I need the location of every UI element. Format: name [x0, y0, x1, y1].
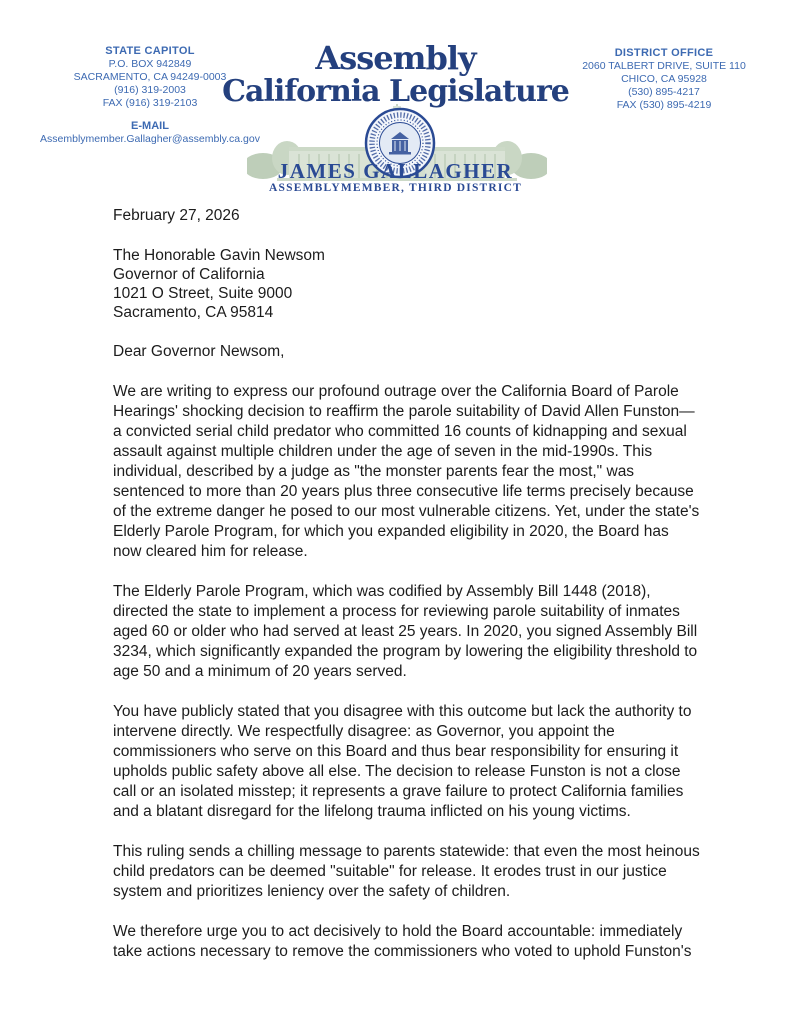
recipient-line: The Honorable Gavin Newsom	[113, 247, 325, 264]
state-capitol-title: STATE CAPITOL	[105, 45, 195, 57]
body-paragraph: We are writing to express our profound outrage over the California Board of Parole Hearings' shocking decision to reaffirm the parole suitability of David Allen Funston—a convicted serial child predator who committed 16 counts of kidnapping and sexual assault against multiple children under the age of seven in the mid-1990s. This individual, described by a judge as "the monster parents fear the most," was sentenced to more than 20 years plus three consecutive life terms precisely because of the extreme danger he posed to our most vulnerable citizens. Yet, under the state's Elderly Parole Program, for which you expanded eligibility in 2020, the Board has now cleared him for release.	[113, 383, 700, 560]
letter-date: February 27, 2026	[113, 207, 240, 224]
org-name-line2: California Legislature	[222, 74, 569, 109]
body-paragraph: You have publicly stated that you disagree with this outcome but lack the authority to intervene directly. We respectfully disagree: as Governor, you appoint the commissioners who serve on this Board and thus bear responsibility for ensuring it upholds public safety above all else. The decision to release Funston is not a close call or an isolated misstep; it represents a grave failure to protect California families and a blatant disregard for the lifelong trauma inflicted on his young victims.	[113, 703, 692, 820]
district-office-line: 2060 TALBERT DRIVE, SUITE 110	[582, 60, 746, 72]
recipient-line: Sacramento, CA 95814	[113, 304, 274, 321]
state-capitol-line: P.O. BOX 942849	[108, 58, 192, 70]
masthead	[0, 40, 791, 108]
letter-content	[113, 206, 701, 982]
body-paragraph: This ruling sends a chilling message to parents statewide: that even the most heinous child predators can be deemed "suitable" for release. It erodes trust in our justice system and prioritizes leniency over the safety of children.	[113, 843, 700, 900]
district-office-line: CHICO, CA 95928	[621, 73, 707, 85]
letterhead	[0, 0, 791, 202]
email-label: E-MAIL	[131, 120, 169, 132]
body-paragraph: The Elderly Parole Program, which was codified by Assembly Bill 1448 (2018), directed the state to implement a process for reviewing parole suitability of inmates aged 60 or older who had served at least 25 years. In 2020, you signed Assembly Bill 3234, which significantly expanded the program by lowering the eligibility threshold to age 50 and a minimum of 20 years served.	[113, 583, 698, 680]
email-address: Assemblymember.Gallagher@assembly.ca.gov	[40, 133, 260, 145]
state-capitol-line: SACRAMENTO, CA 94249-0003	[73, 71, 227, 83]
recipient-address	[113, 246, 701, 322]
district-office-line: FAX (530) 895-4219	[616, 99, 712, 111]
salutation: Dear Governor Newsom,	[113, 343, 285, 360]
member-block	[0, 160, 791, 195]
body-paragraph: We therefore urge you to act decisively to hold the Board accountable: immediately take actions necessary to remove the commissioners who voted to uphold Funston's	[113, 923, 692, 960]
org-name-line1: Assembly	[315, 39, 476, 77]
district-office-line: (530) 895-4217	[628, 86, 700, 98]
recipient-line: Governor of California	[113, 266, 265, 283]
district-office-title: DISTRICT OFFICE	[614, 47, 714, 59]
member-name: JAMES GALLAGHER	[277, 159, 514, 183]
state-capitol-line: FAX (916) 319-2103	[102, 97, 198, 109]
member-title: ASSEMBLYMEMBER, THIRD DISTRICT	[269, 182, 522, 194]
state-capitol-line: (916) 319-2003	[114, 84, 186, 96]
recipient-line: 1021 O Street, Suite 9000	[113, 285, 293, 302]
